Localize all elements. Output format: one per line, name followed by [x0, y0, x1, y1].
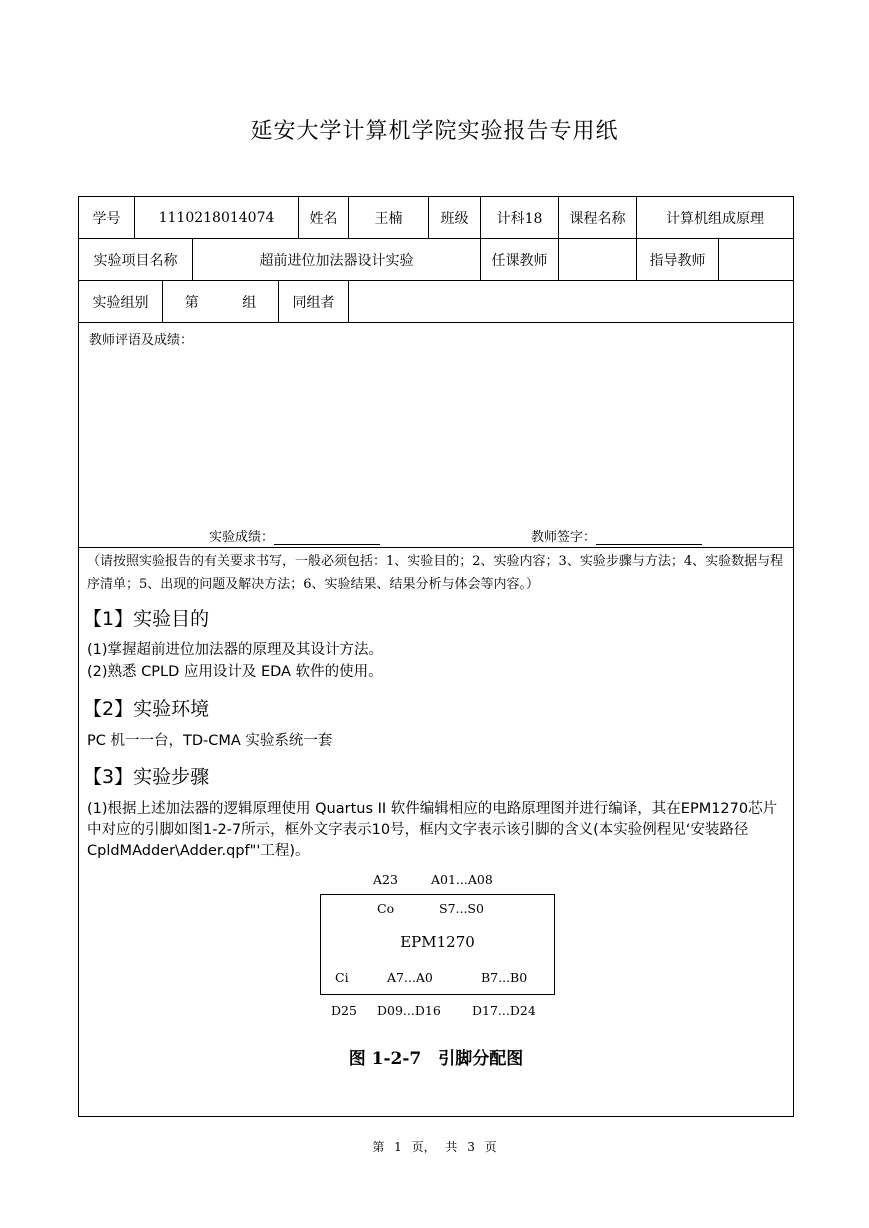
name-value: 王楠 [349, 197, 429, 238]
label-d25: D25 [331, 1003, 357, 1018]
label-s7-s0: S7...S0 [439, 901, 484, 916]
project-value: 超前进位加法器设计实验 [193, 239, 481, 280]
course-value: 计算机组成原理 [666, 210, 764, 227]
group-value [163, 281, 279, 322]
section-1-title: 【1】实验目的 [83, 608, 210, 630]
label-ci: Ci [335, 970, 349, 985]
name-label: 姓名 [299, 197, 349, 238]
partner-label: 同组者 [279, 281, 349, 322]
label-d09-d16: D09...D16 [377, 1003, 441, 1018]
label-co: Co [377, 901, 395, 916]
course-label: 课程名称 [559, 197, 637, 238]
info-row-2 [79, 239, 793, 281]
label-d17-d24: D17...D24 [472, 1003, 536, 1018]
group-label: 实验组别 [79, 281, 163, 322]
info-row-1 [79, 197, 793, 239]
label-a23: A23 [373, 872, 398, 887]
page-title: 延安大学计算机学院实验报告专用纸 [250, 119, 619, 144]
remarks-label: 教师评语及成绩： [89, 333, 194, 348]
class-value: 计科18 [481, 197, 559, 238]
figure-caption: 图 1-2-7 引脚分配图 [348, 1049, 524, 1069]
project-label: 实验项目名称 [79, 239, 193, 280]
student-id-value: 1110218014074 [135, 197, 299, 238]
chip-name: EPM1270 [400, 933, 475, 951]
advisor-label: 指导教师 [637, 239, 719, 280]
teacher-value [559, 239, 637, 280]
score-field [209, 526, 380, 545]
class-label: 班级 [429, 197, 481, 238]
section-2-title: 【2】实验环境 [83, 698, 210, 720]
student-id-label: 学号 [79, 197, 135, 238]
section-1-item-2: (2)熟悉 CPLD 应用设计及 EDA 软件的使用。 [87, 664, 383, 680]
report-form [78, 196, 794, 1117]
signature-label: 教师签字： [531, 530, 597, 545]
instruction-note: （请按照实验报告的有关要求书写，一般必须包括：1、实验目的；2、实验内容；3、实验步骤与方法；4、实验数据与程序清单；5、出现的问题及解决方法；6、实验结果、结果分析与体会等内容。） [87, 554, 784, 592]
page-footer: 第 1 页， 共 3 页 [372, 1140, 497, 1154]
label-b7-b0: B7...B0 [481, 970, 528, 985]
remarks-section [79, 323, 793, 548]
label-a7-a0: A7...A0 [387, 970, 433, 985]
score-line [274, 530, 380, 545]
signature-line [596, 530, 702, 545]
partner-value [349, 281, 793, 322]
signature-field [531, 526, 702, 545]
info-row-3 [79, 281, 793, 323]
group-suffix: 组 [242, 294, 257, 311]
advisor-value [719, 239, 793, 280]
label-a01-a08: A01...A08 [431, 872, 493, 887]
group-prefix: 第 [184, 294, 199, 311]
section-3-text: (1)根据上述加法器的逻辑原理使用 Quartus II 软件编辑相应的电路原理图并进行编译，其在EPM1270芯片中对应的引脚如图1-2-7所示，框外文字表示10号，框内文字表示该引脚的含义(本实验例程见‘安装路径CpldMAdder\Adder.qpf"'工程)。 [87, 801, 778, 859]
section-3-title: 【3】实验步骤 [83, 766, 210, 788]
chip-box [320, 894, 555, 995]
section-1-item-1: (1)掌握超前进位加法器的原理及其设计方法。 [87, 642, 384, 658]
teacher-label: 任课教师 [481, 239, 559, 280]
section-2-text: PC 机一一台，TD-CMA 实验系统一套 [87, 733, 333, 749]
score-label: 实验成绩： [209, 530, 275, 545]
